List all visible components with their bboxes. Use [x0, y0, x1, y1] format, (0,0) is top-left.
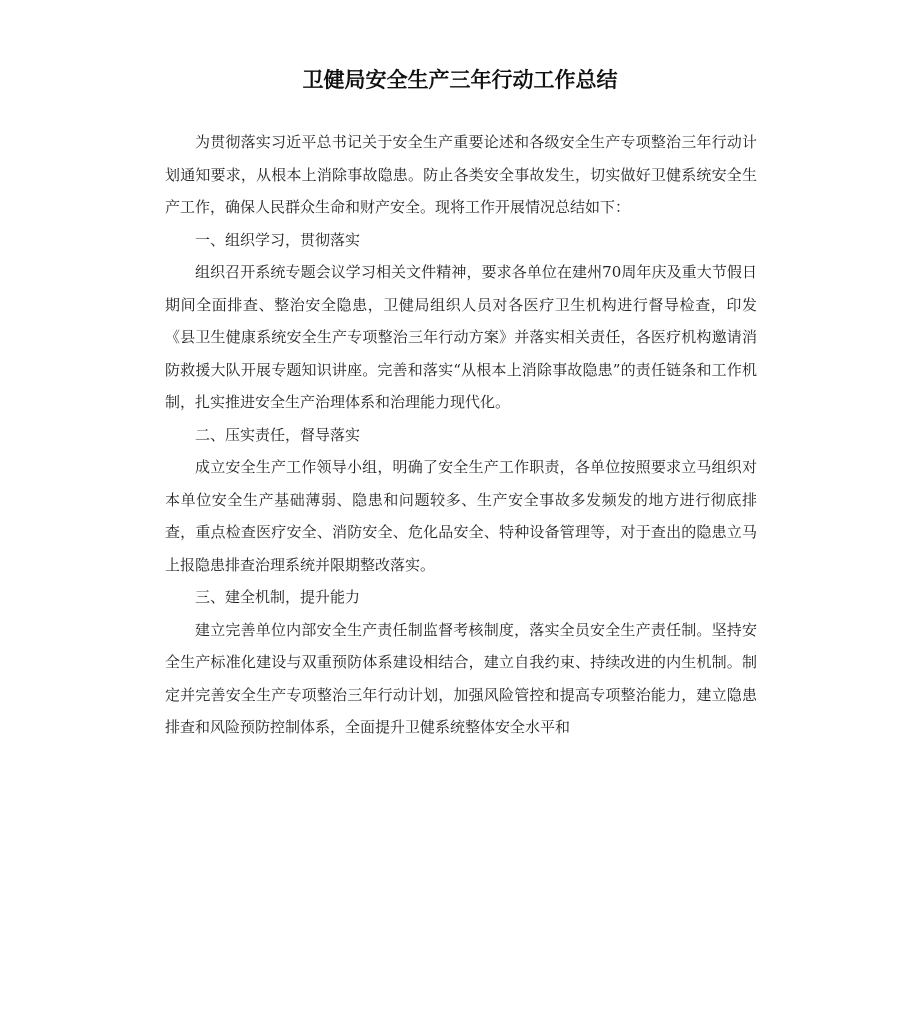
section-heading-1: 一、组织学习，贯彻落实 [195, 230, 361, 249]
section-paragraph-3: 建立完善单位内部安全生产责任制监督考核制度，落实全员安全生产责任制。坚持安全生产标准化建设与双重预防体系建设相结合，建立自我约束、持续改进的内生机制。制定并完善安全生产专项整治三年行动计划，加强风险管控和提高专项整治能力，建立隐患排查和风险预防控制体系，全面提升卫健系统整体安全水平和 [165, 620, 757, 736]
document-body [165, 126, 757, 744]
section-heading-2: 二、压实责任，督导落实 [195, 425, 361, 444]
section-paragraph-2: 成立安全生产工作领导小组，明确了安全生产工作职责，各单位按照要求立马组织对本单位安全生产基础薄弱、隐患和问题较多、生产安全事故多发频发的地方进行彻底排查，重点检查医疗安全、消防安全、危化品安全、特种设备管理等，对于查出的隐患立马上报隐患排查治理系统并限期整改落实。 [165, 458, 757, 574]
section-heading-3: 三、建全机制，提升能力 [195, 588, 361, 606]
section-paragraph-1: 组织召开系统专题会议学习相关文件精神，要求各单位在建州70周年庆及重大节假日期间全面排查、整治安全隐患，卫健局组织人员对各医疗卫生机构进行督导检查，印发《县卫生健康系统安全生产专项整治三年行动方案》并落实相关责任，各医疗机构邀请消防救援大队开展专题知识讲座。完善和落实“从根本上消除事故隐患”的责任链条和工作机制，扎实推进安全生产治理体系和治理能力现代化。 [165, 263, 757, 411]
intro-paragraph: 为贯彻落实习近平总书记关于安全生产重要论述和各级安全生产专项整治三年行动计划通知要求，从根本上消除事故隐患。防止各类安全事故发生，切实做好卫健系统安全生产工作，确保人民群众生命和财产安全。现将工作开展情况总结如下： [165, 133, 757, 216]
document-title: 卫健局安全生产三年行动工作总结 [302, 68, 618, 92]
